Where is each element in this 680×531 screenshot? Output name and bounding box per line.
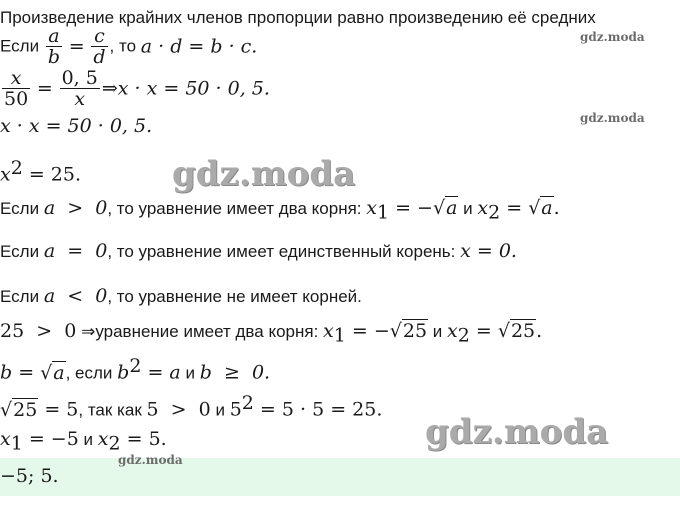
fraction-a-b: $\frac{a}{b}$ xyxy=(47,25,60,68)
fraction-05-x: $\frac{0, 5}{x}$ xyxy=(61,67,98,110)
condition-line: Если $\frac{a}{b}$ = $\frac{c}{d}$ , то a · d = b · c. xyxy=(0,25,258,68)
sqrt-definition: b = √a, если $b^2 = a$ и b ≥ 0. xyxy=(0,355,271,384)
case-zero: Если a = 0, то уравнение имеет единственный корень: x = 0. xyxy=(0,240,517,262)
fraction-x-50: $\frac{x}{50}$ xyxy=(4,67,29,110)
watermark-large: gdz.moda xyxy=(425,412,609,452)
step-x-squared: $x^2 = 25$. xyxy=(0,157,82,186)
fraction-c-d: $\frac{c}{d}$ xyxy=(93,25,106,68)
case-positive: Если a > 0, то уравнение имеет два корня: $x_1 = -√a$ и $x_2 = √a$. xyxy=(0,197,560,224)
roots-line: $x_1 = -5$ и $x_2 = 5$. xyxy=(0,428,167,455)
case-negative: Если a < 0, то уравнение не имеет корней. xyxy=(0,285,362,307)
answer-box xyxy=(0,458,680,496)
sqrt-25-line: √25 = 5, так как 5 > 0 и $5^2 = 5 \cdot 5 = 25$. xyxy=(0,392,383,421)
apply-case: 25 > 0 ⇒уравнение имеет два корня: $x_1 = -√25$ и $x_2 = √25$. xyxy=(0,320,543,347)
answer-text: −5; 5. xyxy=(0,465,59,487)
step-x-times-x: x · x = 50 · 0, 5. xyxy=(0,115,153,137)
proportion-line: $\frac{x}{50}$ = $\frac{0, 5}{x}$ ⇒x · x = 50 · 0, 5. xyxy=(4,67,270,110)
watermark-large: gdz.moda xyxy=(172,154,356,194)
watermark-small: gdz.moda xyxy=(118,453,183,467)
watermark-small: gdz.moda xyxy=(580,30,645,44)
watermark-small: gdz.moda xyxy=(580,111,645,125)
rule-heading: Произведение крайних членов пропорции равно произведению её средних xyxy=(0,8,596,27)
